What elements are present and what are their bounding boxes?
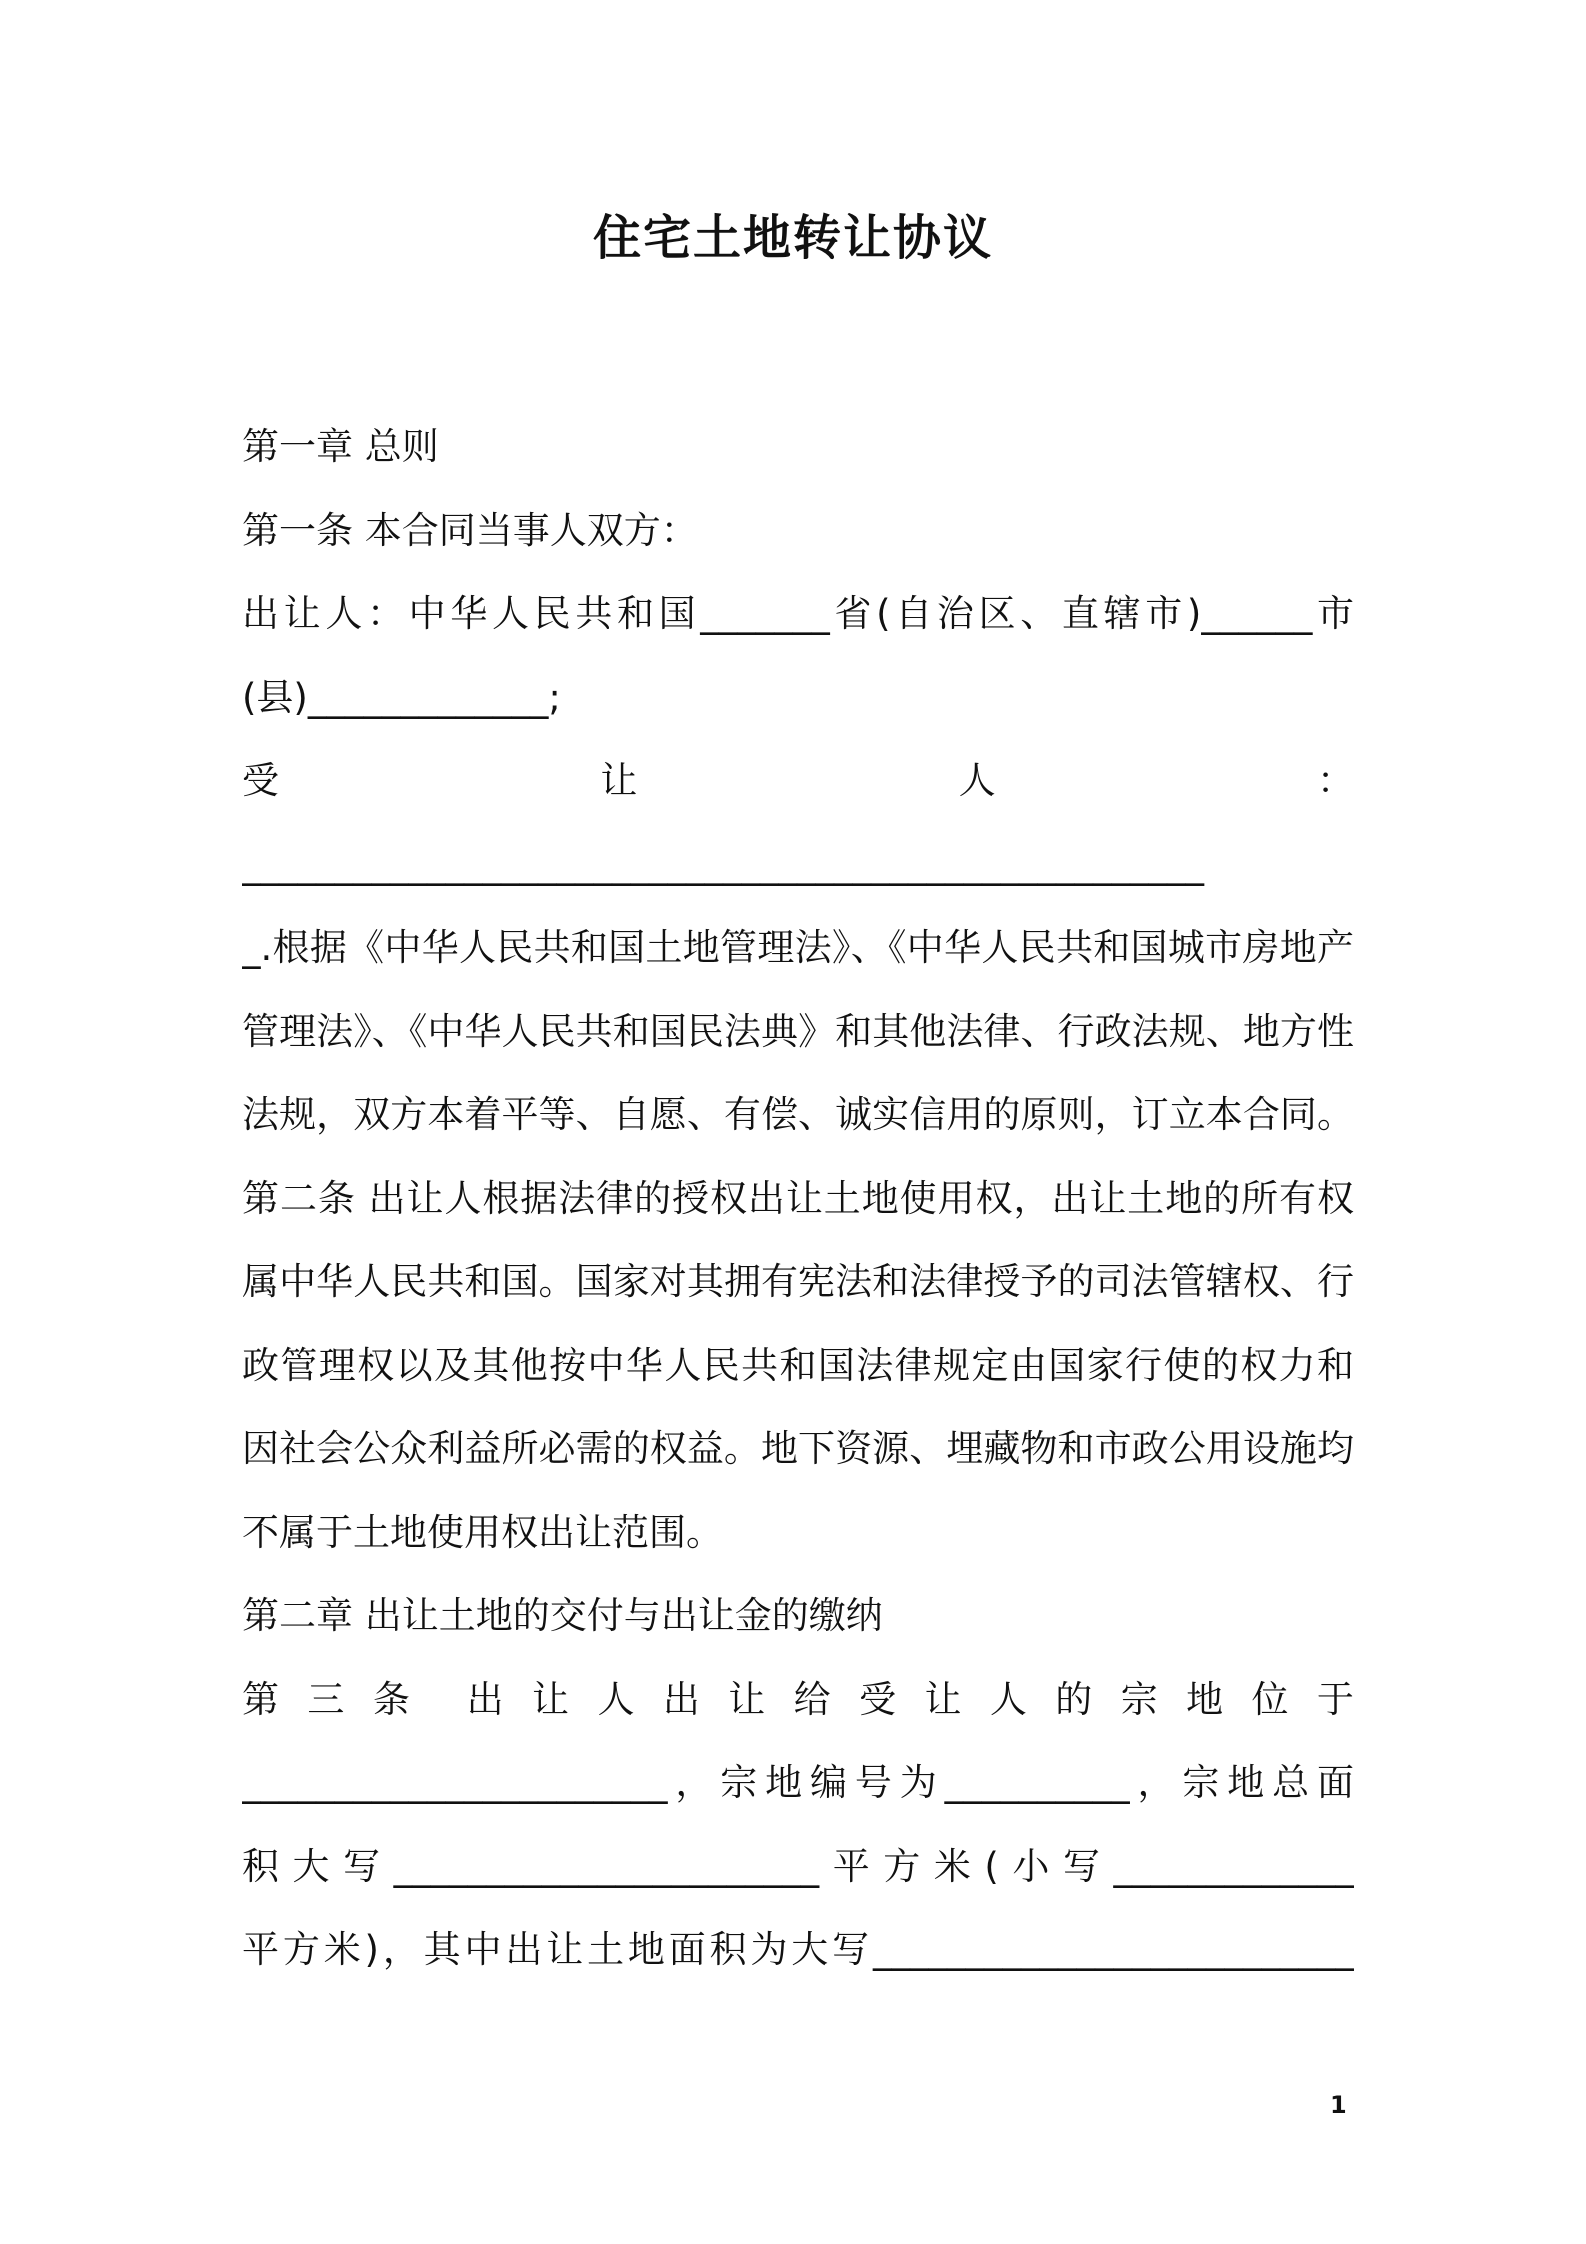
article-3-line-3: 积大写_______________________平方米(小写_____________ — [242, 1844, 1354, 1888]
article-3-char: 让 — [532, 1677, 570, 1721]
document-title: 住宅土地转让协议 — [592, 210, 993, 266]
article-3-char: 受 — [859, 1677, 897, 1721]
legal-basis-line-2: 管理法》、《中华人民共和国民法典》和其他法律、行政法规、地方性 — [242, 1009, 1354, 1053]
article-3-line-2: _______________________，宗地编号为__________，宗地总面 — [242, 1761, 1354, 1804]
article-2-line-5: 不属于土地使用权出让范围。 — [242, 1510, 723, 1554]
article-3-char: 人 — [989, 1677, 1027, 1721]
transferee-char-4: ： — [1316, 759, 1354, 802]
article-3-char: 人 — [597, 1677, 635, 1721]
document-body — [242, 405, 1354, 1992]
article-3-line-4: 平方米)，其中出让土地面积为大写__________________________ — [242, 1928, 1354, 1971]
article-3-line-1 — [242, 1658, 1354, 1742]
article-2-line-4: 因社会公众利益所必需的权益。地下资源、埋藏物和市政公用设施均 — [242, 1427, 1354, 1470]
legal-basis-line-1: _.根据《中华人民共和国土地管理法》、《中华人民共和国城市房地产 — [242, 926, 1354, 969]
article-2-line-2: 属中华人民共和国。国家对其拥有宪法和法律授予的司法管辖权、行 — [242, 1260, 1354, 1303]
page-number: 1 — [1330, 2091, 1347, 2119]
article-3-char: 让 — [728, 1677, 766, 1721]
article-3-char: 位 — [1251, 1677, 1289, 1721]
transferee-char-1: 受 — [242, 759, 279, 802]
legal-basis-line-3: 法规，双方本着平等、自愿、有偿、诚实信用的原则，订立本合同。 — [242, 1093, 1354, 1136]
transferee-char-3: 人 — [958, 759, 996, 802]
article-3-char: 于 — [1316, 1677, 1354, 1721]
article-3-char: 地 — [1186, 1677, 1224, 1721]
chapter-2-heading: 第二章 出让土地的交付与出让金的缴纳 — [242, 1594, 883, 1637]
article-3-char: 出 — [466, 1677, 504, 1721]
transferee-char-2: 让 — [600, 759, 638, 802]
transferor-county-line: (县)_____________; — [242, 675, 561, 719]
chapter-1-heading: 第一章 总则 — [242, 425, 439, 468]
article-3-char: 三 — [307, 1677, 345, 1721]
article-2-line-3: 政管理权以及其他按中华人民共和国法律规定由国家行使的权力和 — [242, 1343, 1354, 1387]
article-3-char: 第 — [242, 1677, 279, 1721]
article-1-heading: 第一条 本合同当事人双方： — [242, 508, 698, 552]
article-3-char: 让 — [924, 1677, 962, 1721]
article-3-char: 条 — [372, 1677, 410, 1721]
transferee-blank-line: ____________________________________________________ — [242, 842, 1204, 886]
article-3-char: 出 — [662, 1677, 700, 1721]
article-3-char: 的 — [1055, 1677, 1093, 1721]
article-3-char: 给 — [793, 1677, 831, 1721]
article-2-line-1: 第二条 出让人根据法律的授权出让土地使用权，出让土地的所有权 — [242, 1176, 1354, 1220]
transferor-line: 出让人：中华人民共和国_______省(自治区、直辖市)______市 — [242, 592, 1354, 635]
transferee-label-line — [242, 739, 1354, 823]
article-3-char: 宗 — [1120, 1677, 1158, 1721]
